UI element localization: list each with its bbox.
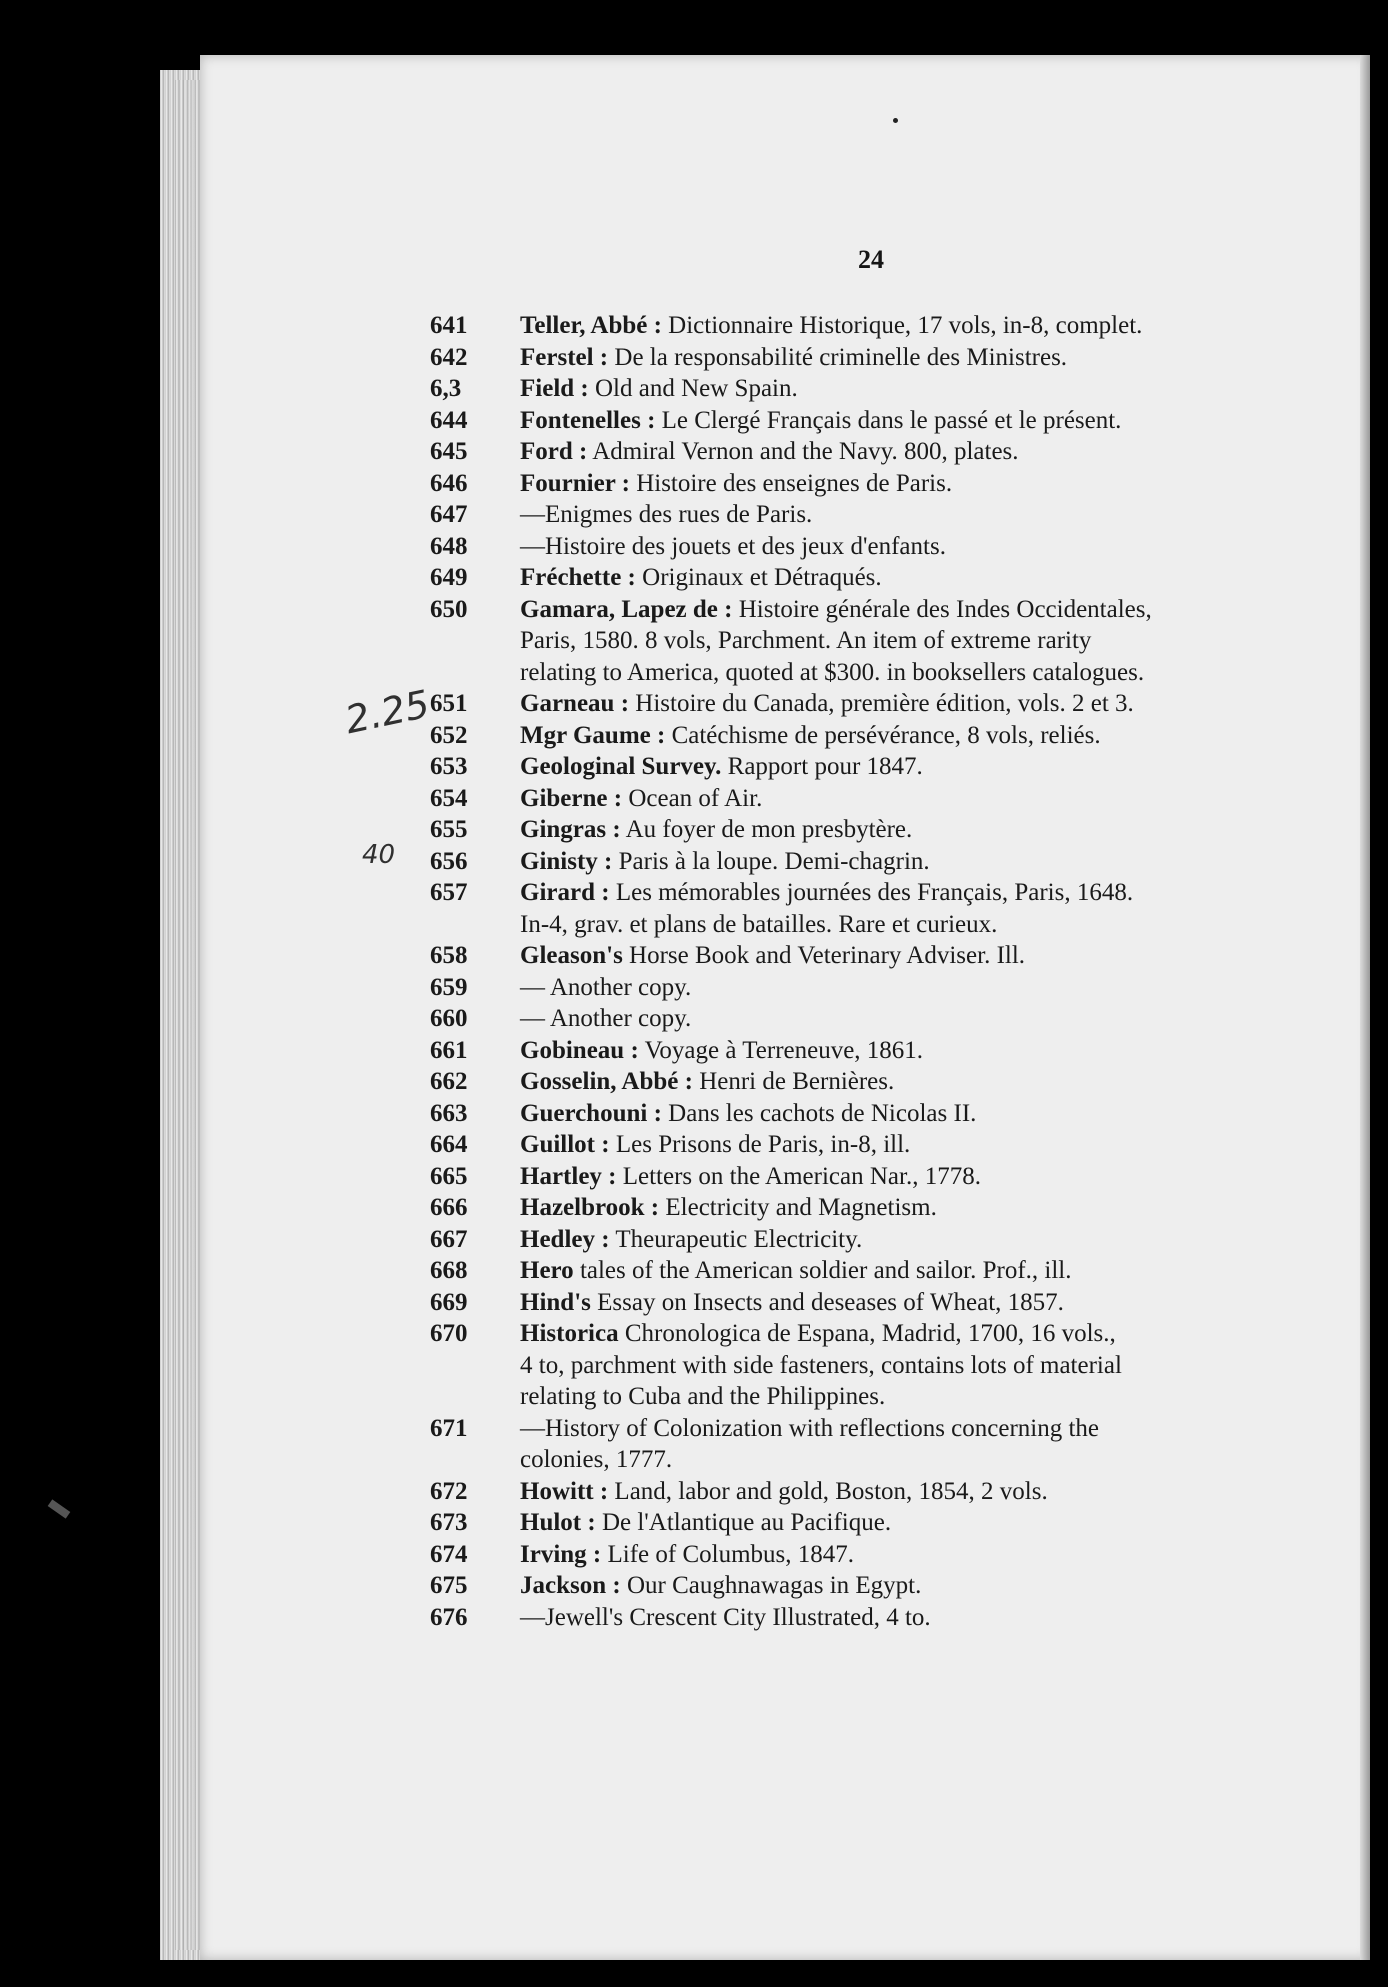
entry-title: Henri de Bernières.: [692, 1068, 895, 1095]
entry-number: 653: [430, 753, 468, 780]
catalogue-entry-line: [430, 1507, 1330, 1539]
entry-description: [520, 909, 1330, 941]
entry-title: Paris, 1580. 8 vols, Parchment. An item of extreme rarity: [520, 627, 1092, 654]
catalogue-entries-list: [430, 310, 1330, 1633]
entry-author: Irving :: [520, 1540, 602, 1568]
entry-author: Hero: [520, 1257, 574, 1284]
catalogue-entry-line: [430, 436, 1330, 468]
entry-author: Gosselin, Abbé :: [520, 1068, 693, 1095]
entry-title: Les mémorables journées des Français, Paris, 1648.: [609, 879, 1134, 906]
entry-title: Essay on Insects and deseases of Wheat, 1857.: [590, 1288, 1064, 1316]
entry-number: 644: [430, 406, 468, 434]
entry-author: Hind's: [520, 1288, 591, 1316]
handwritten-price-text: 40: [362, 840, 396, 870]
catalogue-entry-line: [430, 1192, 1330, 1224]
catalogue-entry-line: [430, 909, 1330, 941]
entry-title: Originaux et Détraqués.: [635, 564, 882, 591]
catalogue-entry-line: [430, 1098, 1330, 1130]
entry-description: [520, 1224, 1330, 1256]
entry-description: [520, 468, 1330, 500]
entry-description: [520, 1350, 1330, 1382]
catalogue-entry-line: [430, 1570, 1330, 1602]
entry-author: Gamara, Lapez de :: [520, 595, 733, 623]
entry-description: [520, 940, 1330, 972]
entry-description: [520, 1476, 1330, 1508]
entry-number: 648: [430, 532, 468, 560]
entry-description: [520, 972, 1330, 1004]
entry-title: relating to Cuba and the Philippines.: [520, 1383, 886, 1410]
catalogue-entry-line: [430, 1381, 1330, 1413]
entry-description: [520, 1381, 1330, 1413]
catalogue-entry-line: [430, 1066, 1330, 1098]
entry-title: Admiral Vernon and the Navy. 800, plates.: [587, 438, 1019, 465]
entry-description: [520, 436, 1330, 468]
catalogue-entry-line: [430, 531, 1330, 563]
entry-description: [520, 373, 1330, 405]
entry-title: colonies, 1777.: [520, 1446, 673, 1473]
entry-number: 675: [430, 1572, 468, 1599]
catalogue-entry-line: [430, 1035, 1330, 1067]
entry-number: 654: [430, 784, 468, 812]
entry-title: Histoire des enseignes de Paris.: [629, 469, 953, 497]
entry-description: [520, 1287, 1330, 1319]
catalogue-entry-line: [430, 1129, 1330, 1161]
entry-description: [520, 846, 1330, 878]
catalogue-entry-line: [430, 657, 1330, 689]
entry-title: Voyage à Terreneuve, 1861.: [638, 1036, 924, 1064]
entry-title: Histoire générale des Indes Occidentales,: [732, 595, 1152, 623]
entry-description: [520, 877, 1330, 909]
entry-number: [430, 1350, 520, 1382]
entry-description: [520, 1129, 1330, 1161]
catalogue-entry-line: [430, 468, 1330, 500]
entry-number: [430, 1381, 520, 1413]
entry-author: Guerchouni :: [520, 1099, 662, 1127]
entry-number: 659: [430, 973, 468, 1001]
entry-author: Mgr Gaume :: [520, 721, 666, 749]
entry-number: 642: [430, 343, 468, 371]
entry-author: Girard :: [520, 879, 610, 906]
entry-author: Howitt :: [520, 1477, 609, 1505]
entry-number: 650: [430, 595, 468, 623]
entry-description: [520, 751, 1330, 783]
entry-title: Old and New Spain.: [588, 375, 798, 402]
entry-description: [520, 1318, 1330, 1350]
entry-title: Electricity and Magnetism.: [659, 1194, 937, 1221]
page-speck: [893, 118, 898, 123]
entry-title: De la responsabilité criminelle des Ministres.: [608, 343, 1068, 371]
entry-description: [520, 1161, 1330, 1193]
entry-description: [520, 1444, 1330, 1476]
entry-title: relating to America, quoted at $300. in booksellers catalogues.: [520, 658, 1145, 686]
entry-number: 660: [430, 1005, 468, 1032]
entry-number: 671: [430, 1414, 468, 1442]
entry-title: —Jewell's Crescent City Illustrated, 4 to.: [520, 1603, 931, 1631]
entry-description: [520, 814, 1330, 846]
entry-number: 672: [430, 1477, 468, 1505]
entry-description: [520, 720, 1330, 752]
entry-author: Hedley :: [520, 1225, 610, 1253]
catalogue-entry-line: [430, 562, 1330, 594]
catalogue-entry-line: [430, 499, 1330, 531]
entry-author: Fournier :: [520, 469, 630, 497]
entry-number: 657: [430, 879, 468, 906]
entry-title: tales of the American soldier and sailor. Prof., ill.: [573, 1257, 1072, 1284]
catalogue-entry-line: [430, 625, 1330, 657]
entry-number: [430, 909, 520, 941]
catalogue-entry-line: [430, 1255, 1330, 1287]
entry-number: 651: [430, 690, 468, 717]
catalogue-entry-line: [430, 1161, 1330, 1193]
catalogue-entry-line: [430, 846, 1330, 878]
entry-title: Paris à la loupe. Demi-chagrin.: [612, 847, 930, 875]
entry-description: [520, 1255, 1330, 1287]
catalogue-entry-line: [430, 405, 1330, 437]
catalogue-entry-line: [430, 688, 1330, 720]
entry-title: Theurapeutic Electricity.: [609, 1225, 863, 1253]
entry-title: Horse Book and Veterinary Adviser. Ill.: [622, 942, 1026, 969]
entry-description: [520, 1539, 1330, 1571]
entry-number: 652: [430, 721, 468, 749]
catalogue-entry-line: [430, 720, 1330, 752]
entry-author: Geologinal Survey.: [520, 753, 722, 780]
entry-title: —History of Colonization with reflections concerning the: [520, 1414, 1100, 1442]
entry-number: 662: [430, 1068, 468, 1095]
catalogue-entry-line: [430, 1224, 1330, 1256]
catalogue-entry-line: [430, 1539, 1330, 1571]
entry-description: [520, 1192, 1330, 1224]
entry-title: De l'Atlantique au Pacifique.: [595, 1509, 892, 1536]
entry-title: Le Clergé Français dans le passé et le présent.: [655, 406, 1122, 434]
page-right-edge: [1360, 55, 1370, 1960]
catalogue-entry-line: [430, 940, 1330, 972]
entry-number: [430, 1444, 520, 1476]
catalogue-entry-line: [430, 877, 1330, 909]
entry-number: 658: [430, 942, 468, 969]
entry-description: [520, 783, 1330, 815]
catalogue-entry-line: [430, 1287, 1330, 1319]
entry-description: [520, 1098, 1330, 1130]
page-number: 24: [858, 245, 884, 274]
entry-author: Ginisty :: [520, 847, 613, 875]
entry-title: — Another copy.: [520, 973, 692, 1001]
catalogue-entry-line: [430, 1602, 1330, 1634]
entry-number: [430, 657, 520, 689]
entry-description: [520, 625, 1330, 657]
entry-description: [520, 531, 1330, 563]
entry-title: — Another copy.: [520, 1005, 692, 1032]
entry-title: Letters on the American Nar., 1778.: [616, 1162, 981, 1190]
entry-number: 649: [430, 564, 468, 591]
entry-author: Jackson :: [520, 1572, 621, 1599]
entry-description: [520, 1035, 1330, 1067]
entry-title: Rapport pour 1847.: [721, 753, 923, 780]
entry-author: Hulot :: [520, 1509, 596, 1536]
entry-number: 645: [430, 438, 468, 465]
entry-title: —Enigmes des rues de Paris.: [520, 501, 813, 528]
entry-number: 674: [430, 1540, 468, 1568]
entry-number: 666: [430, 1194, 468, 1221]
entry-number: 665: [430, 1162, 468, 1190]
entry-author: Giberne :: [520, 784, 623, 812]
entry-description: [520, 1570, 1330, 1602]
catalogue-entry-line: [430, 751, 1330, 783]
entry-description: [520, 310, 1330, 342]
catalogue-entry-line: [430, 972, 1330, 1004]
entry-number: 646: [430, 469, 468, 497]
entry-number: 6,3: [430, 375, 462, 402]
entry-author: Field :: [520, 375, 589, 402]
entry-description: [520, 688, 1330, 720]
entry-description: [520, 499, 1330, 531]
entry-author: Guillot :: [520, 1131, 610, 1158]
entry-author: Ford :: [520, 438, 588, 465]
catalogue-entry-line: [430, 310, 1330, 342]
entry-title: Chronologica de Espana, Madrid, 1700, 16 vols.,: [618, 1320, 1116, 1347]
entry-description: [520, 405, 1330, 437]
entry-title: —Histoire des jouets et des jeux d'enfants.: [520, 532, 946, 560]
entry-number: [430, 625, 520, 657]
page-speck: [48, 1499, 71, 1518]
entry-description: [520, 1003, 1330, 1035]
entry-description: [520, 1507, 1330, 1539]
entry-title: Ocean of Air.: [622, 784, 763, 812]
entry-description: [520, 1413, 1330, 1445]
entry-title: Our Caughnawagas in Egypt.: [620, 1572, 922, 1599]
entry-author: Gobineau :: [520, 1036, 639, 1064]
catalogue-entry-line: [430, 783, 1330, 815]
entry-number: 668: [430, 1257, 468, 1284]
entry-number: 647: [430, 501, 468, 528]
catalogue-entry-line: [430, 1413, 1330, 1445]
entry-title: Dictionnaire Historique, 17 vols, in-8, complet.: [661, 312, 1143, 339]
entry-number: 664: [430, 1131, 468, 1158]
entry-description: [520, 1066, 1330, 1098]
entry-number: 670: [430, 1320, 468, 1347]
catalogue-entry-line: [430, 342, 1330, 374]
entry-number: 676: [430, 1603, 468, 1631]
entry-number: 669: [430, 1288, 468, 1316]
catalogue-entry-line: [430, 373, 1330, 405]
catalogue-entry-line: [430, 1318, 1330, 1350]
entry-author: Hazelbrook :: [520, 1194, 660, 1221]
entry-description: [520, 342, 1330, 374]
entry-title: Catéchisme de persévérance, 8 vols, reliés.: [665, 721, 1101, 749]
entry-title: Les Prisons de Paris, in-8, ill.: [609, 1131, 911, 1158]
entry-author: Garneau :: [520, 690, 630, 717]
entry-title: Land, labor and gold, Boston, 1854, 2 vols.: [608, 1477, 1048, 1505]
entry-author: Historica: [520, 1320, 619, 1347]
entry-author: Ferstel :: [520, 343, 609, 371]
entry-author: Gingras :: [520, 816, 621, 843]
entry-title: Au foyer de mon presbytère.: [620, 816, 913, 843]
entry-number: 661: [430, 1036, 468, 1064]
entry-title: Dans les cachots de Nicolas II.: [661, 1099, 977, 1127]
entry-description: [520, 594, 1330, 626]
catalogue-entry-line: [430, 1350, 1330, 1382]
entry-number: 655: [430, 816, 468, 843]
entry-author: Gleason's: [520, 942, 623, 969]
entry-author: Teller, Abbé :: [520, 312, 662, 339]
entry-number: 641: [430, 312, 468, 339]
catalogue-entry-line: [430, 1444, 1330, 1476]
entry-author: Fréchette :: [520, 564, 636, 591]
entry-title: 4 to, parchment with side fasteners, contains lots of material: [520, 1351, 1122, 1379]
entry-author: Hartley :: [520, 1162, 617, 1190]
entry-title: Histoire du Canada, première édition, vols. 2 et 3.: [629, 690, 1134, 717]
catalogue-entry-line: [430, 594, 1330, 626]
catalogue-entry-line: [430, 1003, 1330, 1035]
entry-description: [520, 562, 1330, 594]
entry-number: 667: [430, 1225, 468, 1253]
entry-title: Life of Columbus, 1847.: [601, 1540, 855, 1568]
entry-number: 663: [430, 1099, 468, 1127]
catalogue-entry-line: [430, 1476, 1330, 1508]
entry-title: In-4, grav. et plans de batailles. Rare et curieux.: [520, 910, 998, 938]
entry-description: [520, 657, 1330, 689]
entry-author: Fontenelles :: [520, 406, 656, 434]
handwritten-price-text: 2.25: [341, 681, 434, 743]
handwritten-price-annotation: [362, 840, 395, 870]
entry-description: [520, 1602, 1330, 1634]
entry-number: 656: [430, 847, 468, 875]
entry-number: 673: [430, 1509, 468, 1536]
catalogue-entry-line: [430, 814, 1330, 846]
